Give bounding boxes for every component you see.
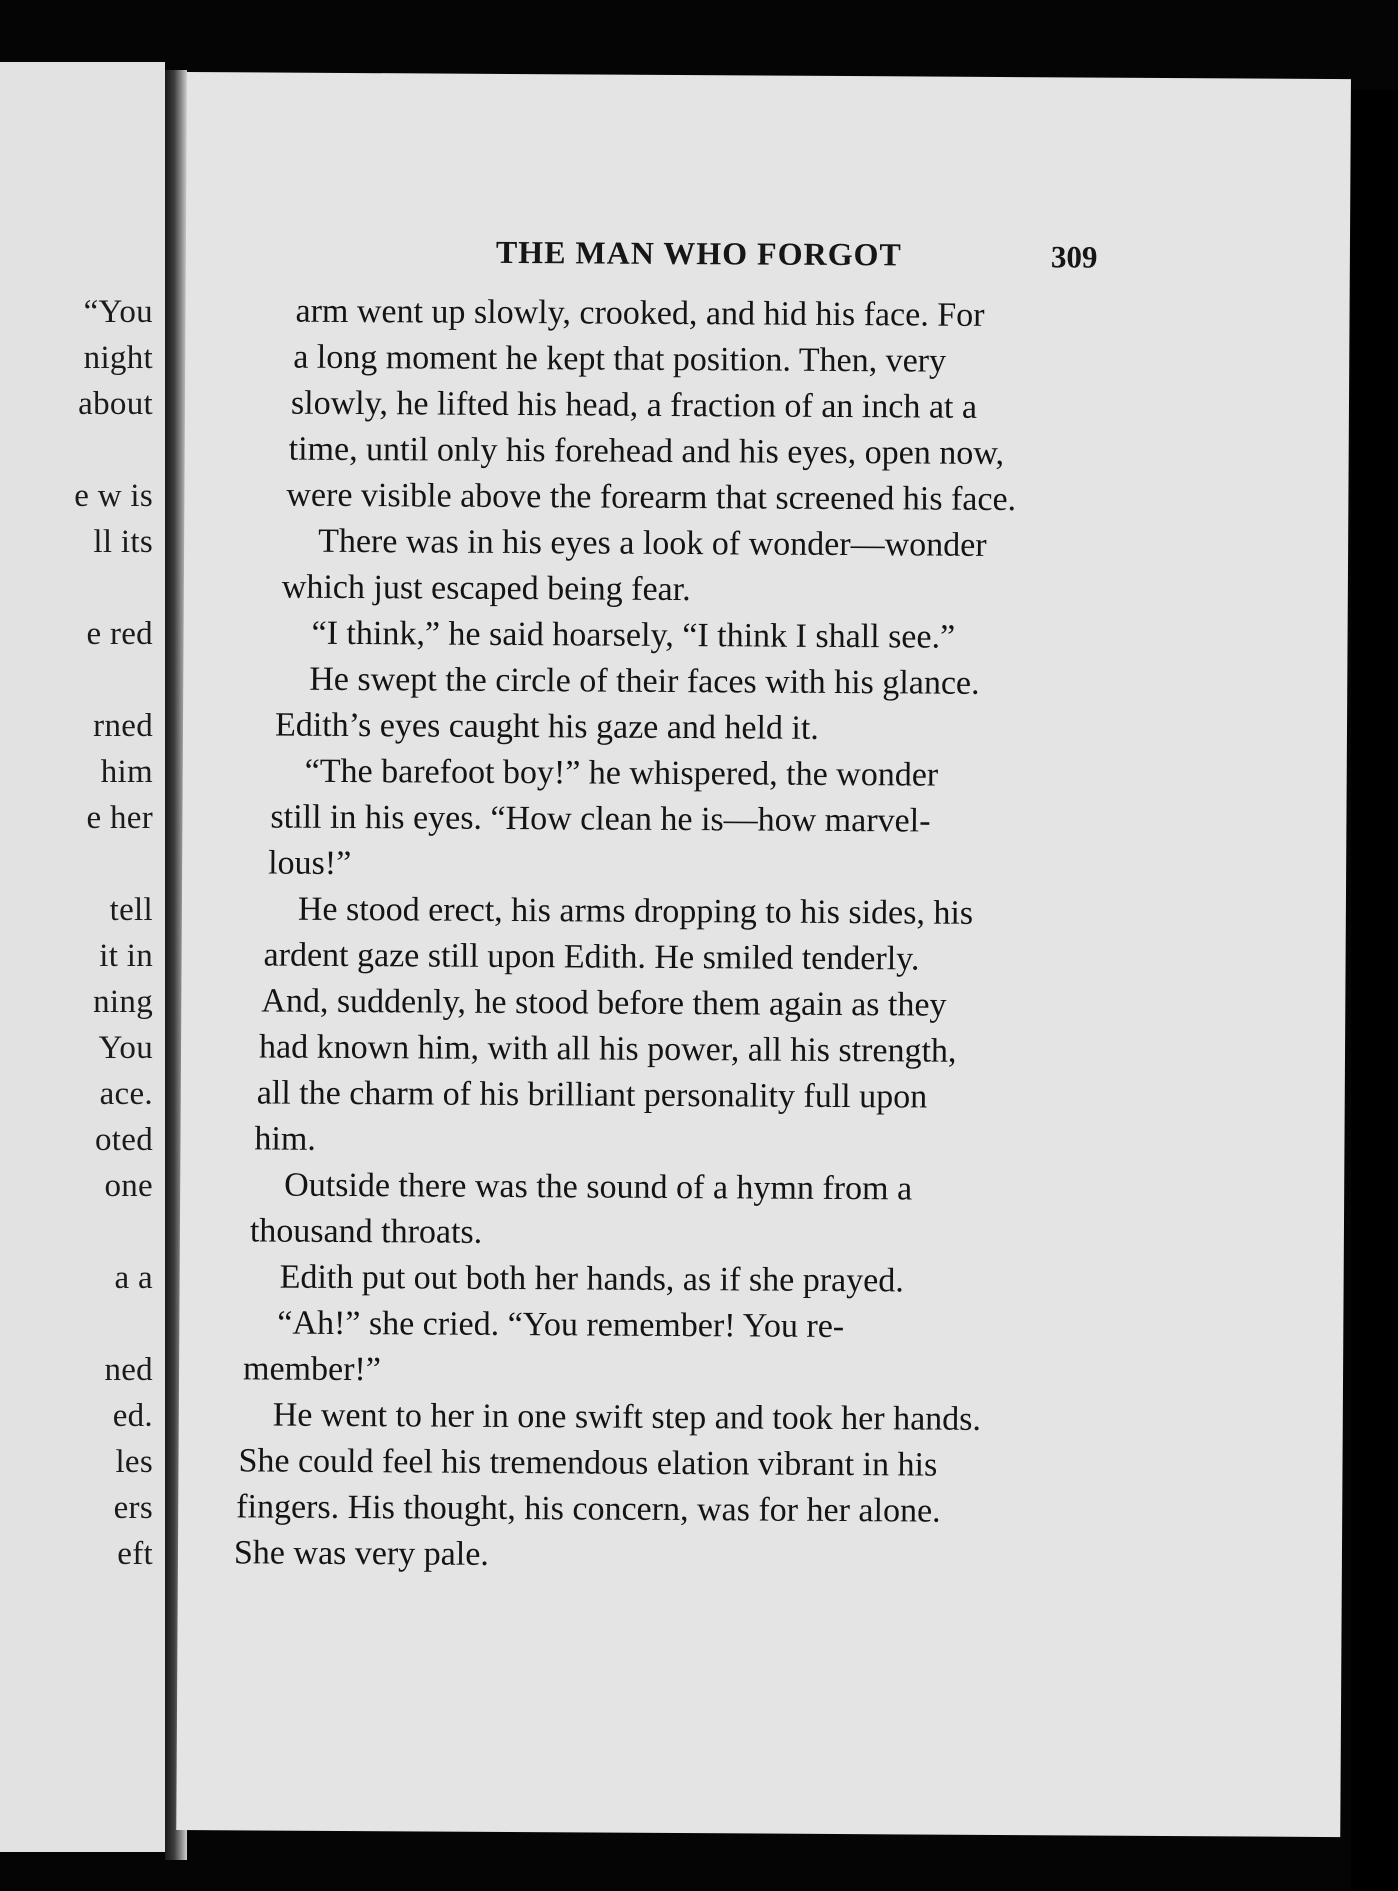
text-line: Outside there was the sound of a hymn from a — [284, 1166, 913, 1208]
left-fragment: one — [104, 1168, 153, 1204]
left-fragment: night — [83, 340, 153, 376]
left-fragment: e w is — [74, 478, 153, 514]
text-line: He went to her in one swift step and took her hands. — [272, 1396, 982, 1438]
text-line: ardent gaze still upon Edith. He smiled tenderly. — [263, 936, 920, 978]
text-line: He stood erect, his arms dropping to his sides, his — [297, 890, 974, 932]
text-line: were visible above the forearm that screened his face. — [286, 476, 1017, 519]
text-line: arm went up slowly, crooked, and hid his face. For — [295, 292, 985, 334]
text-line: Edith’s eyes caught his gaze and held it. — [274, 706, 819, 747]
left-fragment: ll its — [93, 524, 153, 560]
left-fragment: ers — [113, 1490, 153, 1526]
text-line: He swept the circle of their faces with his glance. — [309, 660, 980, 702]
book-page — [176, 72, 1351, 1837]
text-line: “Ah!” she cried. “You remember! You re- — [277, 1304, 845, 1346]
left-fragment: les — [115, 1444, 153, 1480]
text-line: had known him, with all his power, all his strength, — [258, 1028, 957, 1070]
text-line: him. — [254, 1120, 317, 1158]
left-fragment: rned — [93, 708, 153, 744]
left-fragment: tell — [109, 892, 153, 928]
scan-border-right — [1351, 90, 1398, 1891]
left-fragment: ned — [104, 1352, 153, 1388]
left-fragment: oted — [94, 1122, 153, 1158]
running-head: THE MAN WHO FORGOT — [495, 233, 902, 273]
left-fragment: him — [100, 754, 153, 790]
text-line: slowly, he lifted his head, a fraction of an inch at a — [290, 384, 978, 426]
text-line: She was very pale. — [233, 1534, 489, 1573]
left-fragment: e her — [86, 800, 153, 836]
left-fragment: eft — [117, 1536, 153, 1572]
text-line: all the charm of his brilliant personality full upon — [256, 1074, 928, 1116]
text-line: time, until only his forehead and his eyes, open now, — [288, 430, 1005, 472]
left-fragment: about — [78, 386, 153, 422]
left-fragment: “You — [83, 294, 153, 330]
left-fragment: You — [98, 1030, 153, 1066]
text-line: And, suddenly, he stood before them again as they — [261, 982, 947, 1024]
text-line: There was in his eyes a look of wonder—wonder — [318, 522, 987, 564]
text-line: “I think,” he said hoarsely, “I think I shall see.” — [311, 614, 956, 656]
left-fragment: a a — [114, 1260, 153, 1296]
page-body-text — [176, 72, 1351, 1837]
text-line: lous!” — [268, 844, 352, 883]
text-line: fingers. His thought, his concern, was for her alone. — [236, 1488, 941, 1530]
left-fragment: e red — [86, 616, 153, 652]
left-fragment: ning — [93, 984, 153, 1020]
text-line: “The barefoot boy!” he whispered, the wonder — [304, 752, 939, 794]
text-line: a long moment he kept that position. Then, very — [293, 338, 947, 380]
page-number: 309 — [1050, 239, 1098, 275]
text-line: still in his eyes. “How clean he is—how marvel- — [270, 798, 931, 840]
text-line: which just escaped being fear. — [281, 568, 691, 609]
text-line: thousand throats. — [249, 1212, 483, 1251]
left-fragment: it in — [99, 938, 153, 974]
text-line: member!” — [242, 1350, 382, 1389]
text-line: She could feel his tremendous elation vibrant in his — [238, 1442, 938, 1484]
left-fragment: ace. — [99, 1076, 153, 1112]
previous-page-fragment — [0, 62, 165, 1852]
left-fragment: ed. — [112, 1398, 153, 1434]
text-line: Edith put out both her hands, as if she prayed. — [279, 1258, 904, 1300]
